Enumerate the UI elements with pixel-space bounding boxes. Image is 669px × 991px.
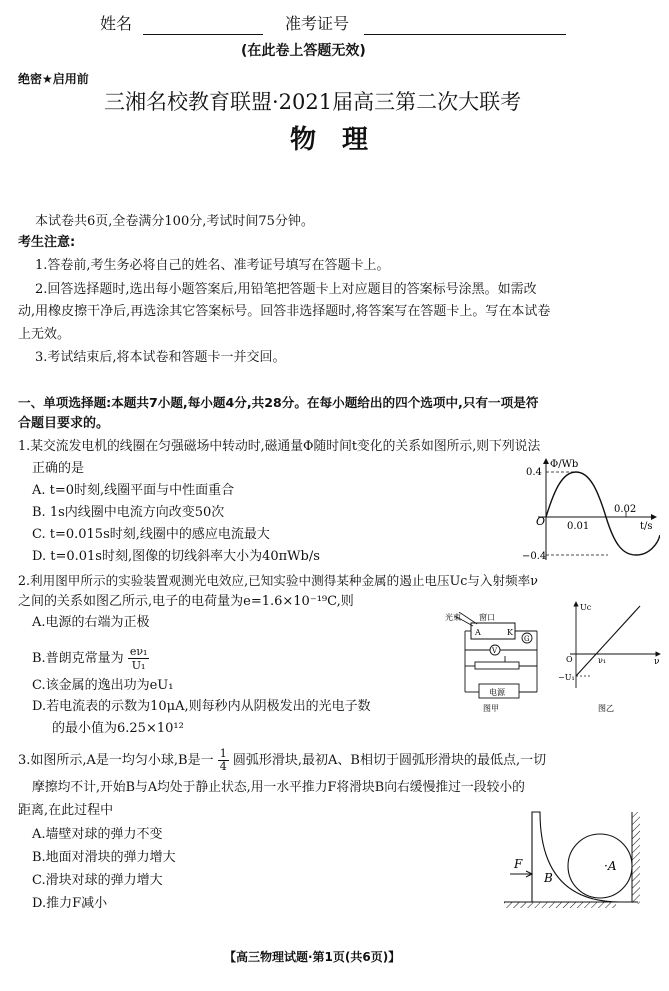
name-label: 姓名 — [100, 14, 133, 33]
q3-option-c: C.滑块对球的弹力增大 — [32, 873, 163, 888]
notice-1: 1.答卷前,考生务必将自己的姓名、准考证号填写在答题卡上。 — [35, 258, 390, 273]
q1-ylabel: Φ/Wb — [550, 459, 579, 470]
q3-ground-hatch — [504, 902, 616, 908]
q2-fraction-num: eν₁ — [129, 645, 148, 658]
q3-option-d: D.推力F减小 — [32, 896, 108, 911]
q2-figure-a-circuit — [445, 612, 555, 712]
q2-beam-label: 光束 — [445, 613, 461, 622]
q3-wall-hatch — [632, 812, 640, 904]
q2-fraction-den: U₁ — [131, 659, 146, 672]
q1-stem-2: 正确的是 — [32, 461, 85, 476]
alliance-title: 三湘名校教育联盟·2021届高三第二次大联考 — [104, 90, 522, 114]
q1-flux-graph — [510, 455, 660, 570]
q3-f-label: F — [514, 857, 523, 871]
q2b-nu1: ν₁ — [598, 656, 607, 665]
q3-option-a: A.墙壁对球的弹力不变 — [32, 827, 163, 842]
q2-fig-a-caption: 图甲 — [483, 704, 499, 712]
q3-stem-3: 距离,在此过程中 — [18, 803, 114, 818]
notice-title: 考生注意: — [18, 235, 76, 250]
q2b-uc-line — [576, 606, 640, 676]
q1-sine-curve — [546, 472, 660, 555]
q3-stem-1b: 圆弧形滑块,最初A、B相切于圆弧形滑块的最低点,一切 — [232, 753, 547, 768]
name-blank — [143, 34, 263, 35]
q1-x2: 0.02 — [614, 504, 637, 515]
q2-option-c: C.该金属的逸出功为eU₁ — [32, 678, 174, 693]
q3-b-label: B — [544, 871, 553, 885]
q2b-origin: O — [566, 655, 573, 664]
notice-2c: 上无效。 — [18, 327, 71, 342]
exam-number-label: 准考证号 — [285, 14, 350, 33]
q2-rheostat — [475, 662, 519, 669]
exam-number-blank — [364, 34, 566, 35]
q2b-nu-label: ν — [654, 657, 660, 667]
q3-a-label: ·A — [604, 859, 617, 873]
q1-y-bot: −0.4 — [522, 551, 547, 562]
subject-title: 物 理 — [290, 125, 369, 155]
q2-v-label: V — [492, 647, 498, 655]
q2-option-d-2: 的最小值为6.25×10¹² — [52, 721, 184, 736]
q2-stem-1: 2.利用图甲所示的实验装置观测光电效应,已知实验中测得某种金属的遏止电压Uc与入射频率ν — [18, 573, 538, 588]
q2-k-label: K — [507, 628, 513, 637]
q2b-neg-u1: −U₁ — [558, 673, 575, 682]
q2-fig-b-caption: 图乙 — [598, 704, 614, 713]
q2-source-label: 电源 — [489, 688, 505, 697]
q2b-uc-label: Uc — [580, 603, 592, 612]
q2-window-label: 窗口 — [479, 613, 495, 622]
q2-option-d-1: D.若电流表的示数为10μA,则每秒内从阴极发出的光电子数 — [32, 699, 371, 714]
notice-2b: 动,用橡皮擦干净后,再选涂其它答案标号。回答非选择题时,将答案写在答题卡上。写在本试卷 — [18, 304, 551, 319]
q1-xlabel: t/s — [640, 521, 653, 532]
q3-frac-num: 1 — [219, 747, 227, 760]
q1-option-c: C. t=0.015s时刻,线圈中的感应电流最大 — [32, 527, 270, 542]
q3-stem-1a: 3.如图所示,A是一均匀小球,B是一 — [18, 753, 214, 768]
section-1-heading: 一、单项选择题:本题共7小题,每小题4分,共28分。在每小题给出的四个选项中,只有一项是符 — [18, 395, 539, 410]
paper-summary: 本试卷共6页,全卷满分100分,考试时间75分钟。 — [35, 214, 314, 229]
invalid-note: (在此卷上答题无效) — [241, 43, 366, 59]
q3-ball-slider-figure — [500, 808, 648, 914]
notice-3: 3.考试结束后,将本试卷和答题卡一并交回。 — [35, 350, 286, 365]
q1-origin: O — [536, 515, 546, 528]
notice-2a: 2.回答选择题时,选出每小题答案后,用铅笔把答题卡上对应题目的答案标号涂黑。如需改 — [35, 282, 537, 297]
q2-a-label: A — [475, 628, 481, 637]
q2-option-a: A.电源的右端为正极 — [32, 615, 150, 630]
q3-quarter-fraction — [218, 748, 229, 773]
q1-option-d: D. t=0.01s时刻,图像的切线斜率大小为40πWb/s — [32, 549, 320, 564]
q1-option-a: A. t=0时刻,线圈平面与中性面重合 — [32, 483, 235, 498]
q2-option-b — [32, 645, 149, 672]
q2-planck-fraction — [128, 645, 150, 672]
q2-beam-line-2 — [459, 612, 477, 624]
q2-option-b-prefix: B.普朗克常量为 — [32, 651, 124, 666]
q3-stem-2: 摩擦均不计,开始B与A均处于静止状态,用一水平推力F将滑块B向右缓慢推过一段较小的 — [32, 780, 525, 795]
q1-x1: 0.01 — [567, 521, 590, 532]
q3-stem-1 — [18, 748, 546, 773]
secret-label: 绝密★启用前 — [18, 72, 89, 86]
section-1-heading-2: 合题目要求的。 — [18, 416, 110, 431]
q1-y-top: 0.4 — [526, 467, 542, 478]
q2-figure-b-graph — [558, 596, 666, 714]
page-footer: 【高三物理试题·第1页(共6页)】 — [224, 950, 401, 964]
q3-frac-den: 4 — [219, 760, 227, 773]
q3-slider-b — [532, 812, 620, 902]
q2-g-label: G — [524, 635, 530, 643]
q1-stem-1: 1.某交流发电机的线圈在匀强磁场中转动时,磁通量Φ随时间t变化的关系如图所示,则下列说法 — [18, 439, 541, 454]
q3-option-b: B.地面对滑块的弹力增大 — [32, 850, 176, 865]
q2-stem-2: 之间的关系如图乙所示,电子的电荷量为e=1.6×10⁻¹⁹C,则 — [18, 594, 354, 609]
q1-option-b: B. 1s内线圈中电流方向改变50次 — [32, 505, 225, 520]
q3-ball-a — [568, 834, 632, 898]
